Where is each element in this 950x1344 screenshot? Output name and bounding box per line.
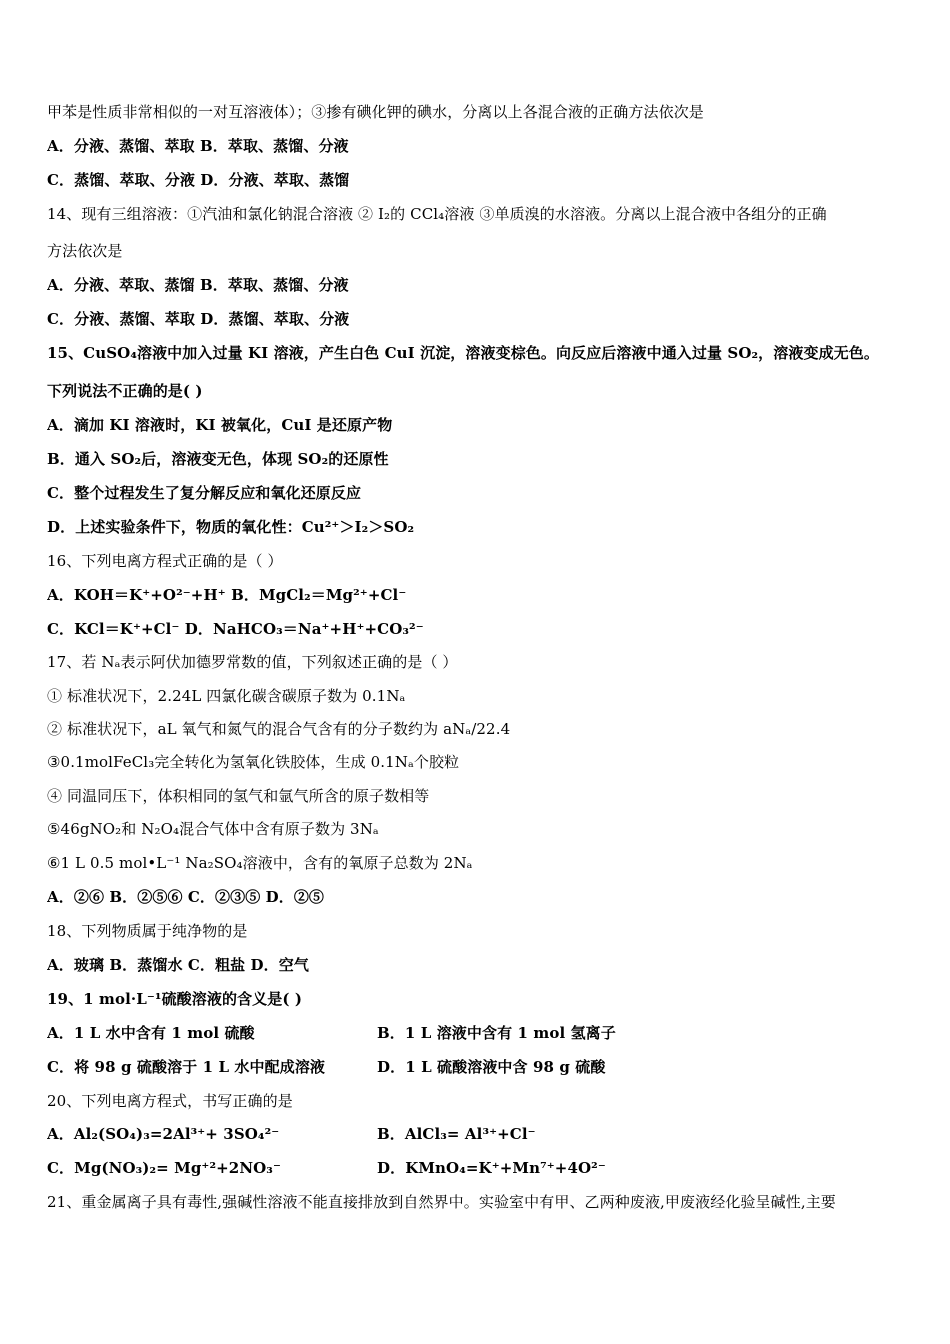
option-row	[47, 1023, 909, 1043]
option-left: C．Mg(NO₃)₂= Mg⁺²+2NO₃⁻	[47, 1159, 281, 1177]
option-row	[47, 1057, 909, 1077]
option-left: A．1 L 水中含有 1 mol 硫酸	[47, 1024, 255, 1042]
option-line: D．上述实验条件下，物质的氧化性：Cu²⁺＞I₂＞SO₂	[47, 518, 415, 536]
option-line: B．通入 SO₂后，溶液变无色，体现 SO₂的还原性	[47, 450, 389, 468]
option-line: C．蒸馏、萃取、分液 D．分液、萃取、蒸馏	[47, 171, 350, 189]
option-right: B．1 L 溶液中含有 1 mol 氢离子	[377, 1024, 616, 1042]
statement-line: ① 标准状况下，2.24L 四氯化碳含碳原子数为 0.1Nₐ	[47, 687, 406, 705]
option-line: C．KCl＝K⁺+Cl⁻ D．NaHCO₃＝Na⁺+H⁺+CO₃²⁻	[47, 620, 424, 638]
text-line: 甲苯是性质非常相似的一对互溶液体）；③掺有碘化钾的碘水，分离以上各混合液的正确方法依次是	[47, 103, 704, 121]
question-14: 14、现有三组溶液：①汽油和氯化钠混合溶液 ② I₂的 CCl₄溶液 ③单质溴的水溶液。分离以上混合液中各组分的正确	[47, 205, 827, 223]
question-16: 16、下列电离方程式正确的是（ ）	[47, 552, 283, 570]
option-left: C．将 98 g 硫酸溶于 1 L 水中配成溶液	[47, 1058, 326, 1076]
option-line: A．玻璃 B．蒸馏水 C．粗盐 D．空气	[47, 956, 309, 974]
option-row	[47, 1158, 909, 1178]
statement-line: ⑤46gNO₂和 N₂O₄混合气体中含有原子数为 3Nₐ	[47, 820, 379, 838]
option-line: A．滴加 KI 溶液时，KI 被氧化，CuI 是还原产物	[47, 416, 393, 434]
option-right: B．AlCl₃= Al³⁺+Cl⁻	[377, 1125, 536, 1143]
text-line: 下列说法不正确的是( )	[47, 382, 203, 400]
option-line: A．分液、萃取、蒸馏 B．萃取、蒸馏、分液	[47, 276, 349, 294]
option-line: C．分液、蒸馏、萃取 D．蒸馏、萃取、分液	[47, 310, 350, 328]
option-line: A．②⑥ B．②⑤⑥ C．②③⑤ D．②⑤	[47, 888, 325, 906]
question-15: 15、CuSO₄溶液中加入过量 KI 溶液，产生白色 CuI 沉淀，溶液变棕色。向反应后溶液中通入过量 SO₂，溶液变成无色。	[47, 344, 879, 362]
statement-line: ② 标准状况下，aL 氧气和氮气的混合气含有的分子数约为 aNₐ/22.4	[47, 720, 511, 738]
option-line: C．整个过程发生了复分解反应和氧化还原反应	[47, 484, 362, 502]
text-line: 方法依次是	[47, 242, 123, 260]
question-20: 20、下列电离方程式，书写正确的是	[47, 1092, 293, 1110]
question-21: 21、重金属离子具有毒性,强碱性溶液不能直接排放到自然界中。实验室中有甲、乙两种废液,甲废液经化验呈碱性,主要	[47, 1193, 836, 1211]
question-17: 17、若 Nₐ表示阿伏加德罗常数的值，下列叙述正确的是（ ）	[47, 653, 458, 671]
statement-line: ③0.1molFeCl₃完全转化为氢氧化铁胶体，生成 0.1Nₐ个胶粒	[47, 753, 460, 771]
statement-line: ⑥1 L 0.5 mol•L⁻¹ Na₂SO₄溶液中，含有的氧原子总数为 2Nₐ	[47, 854, 473, 872]
question-19: 19、1 mol·L⁻¹硫酸溶液的含义是( )	[47, 990, 303, 1008]
statement-line: ④ 同温同压下，体积相同的氢气和氩气所含的原子数相等	[47, 787, 430, 805]
option-right: D．1 L 硫酸溶液中含 98 g 硫酸	[377, 1058, 606, 1076]
option-line: A．KOH＝K⁺+O²⁻+H⁺ B．MgCl₂＝Mg²⁺+Cl⁻	[47, 586, 407, 604]
option-row	[47, 1124, 909, 1144]
option-left: A．Al₂(SO₄)₃=2Al³⁺+ 3SO₄²⁻	[47, 1125, 280, 1143]
option-right: D．KMnO₄=K⁺+Mn⁷⁺+4O²⁻	[377, 1159, 606, 1177]
question-18: 18、下列物质属于纯净物的是	[47, 922, 248, 940]
option-line: A．分液、蒸馏、萃取 B．萃取、蒸馏、分液	[47, 137, 349, 155]
